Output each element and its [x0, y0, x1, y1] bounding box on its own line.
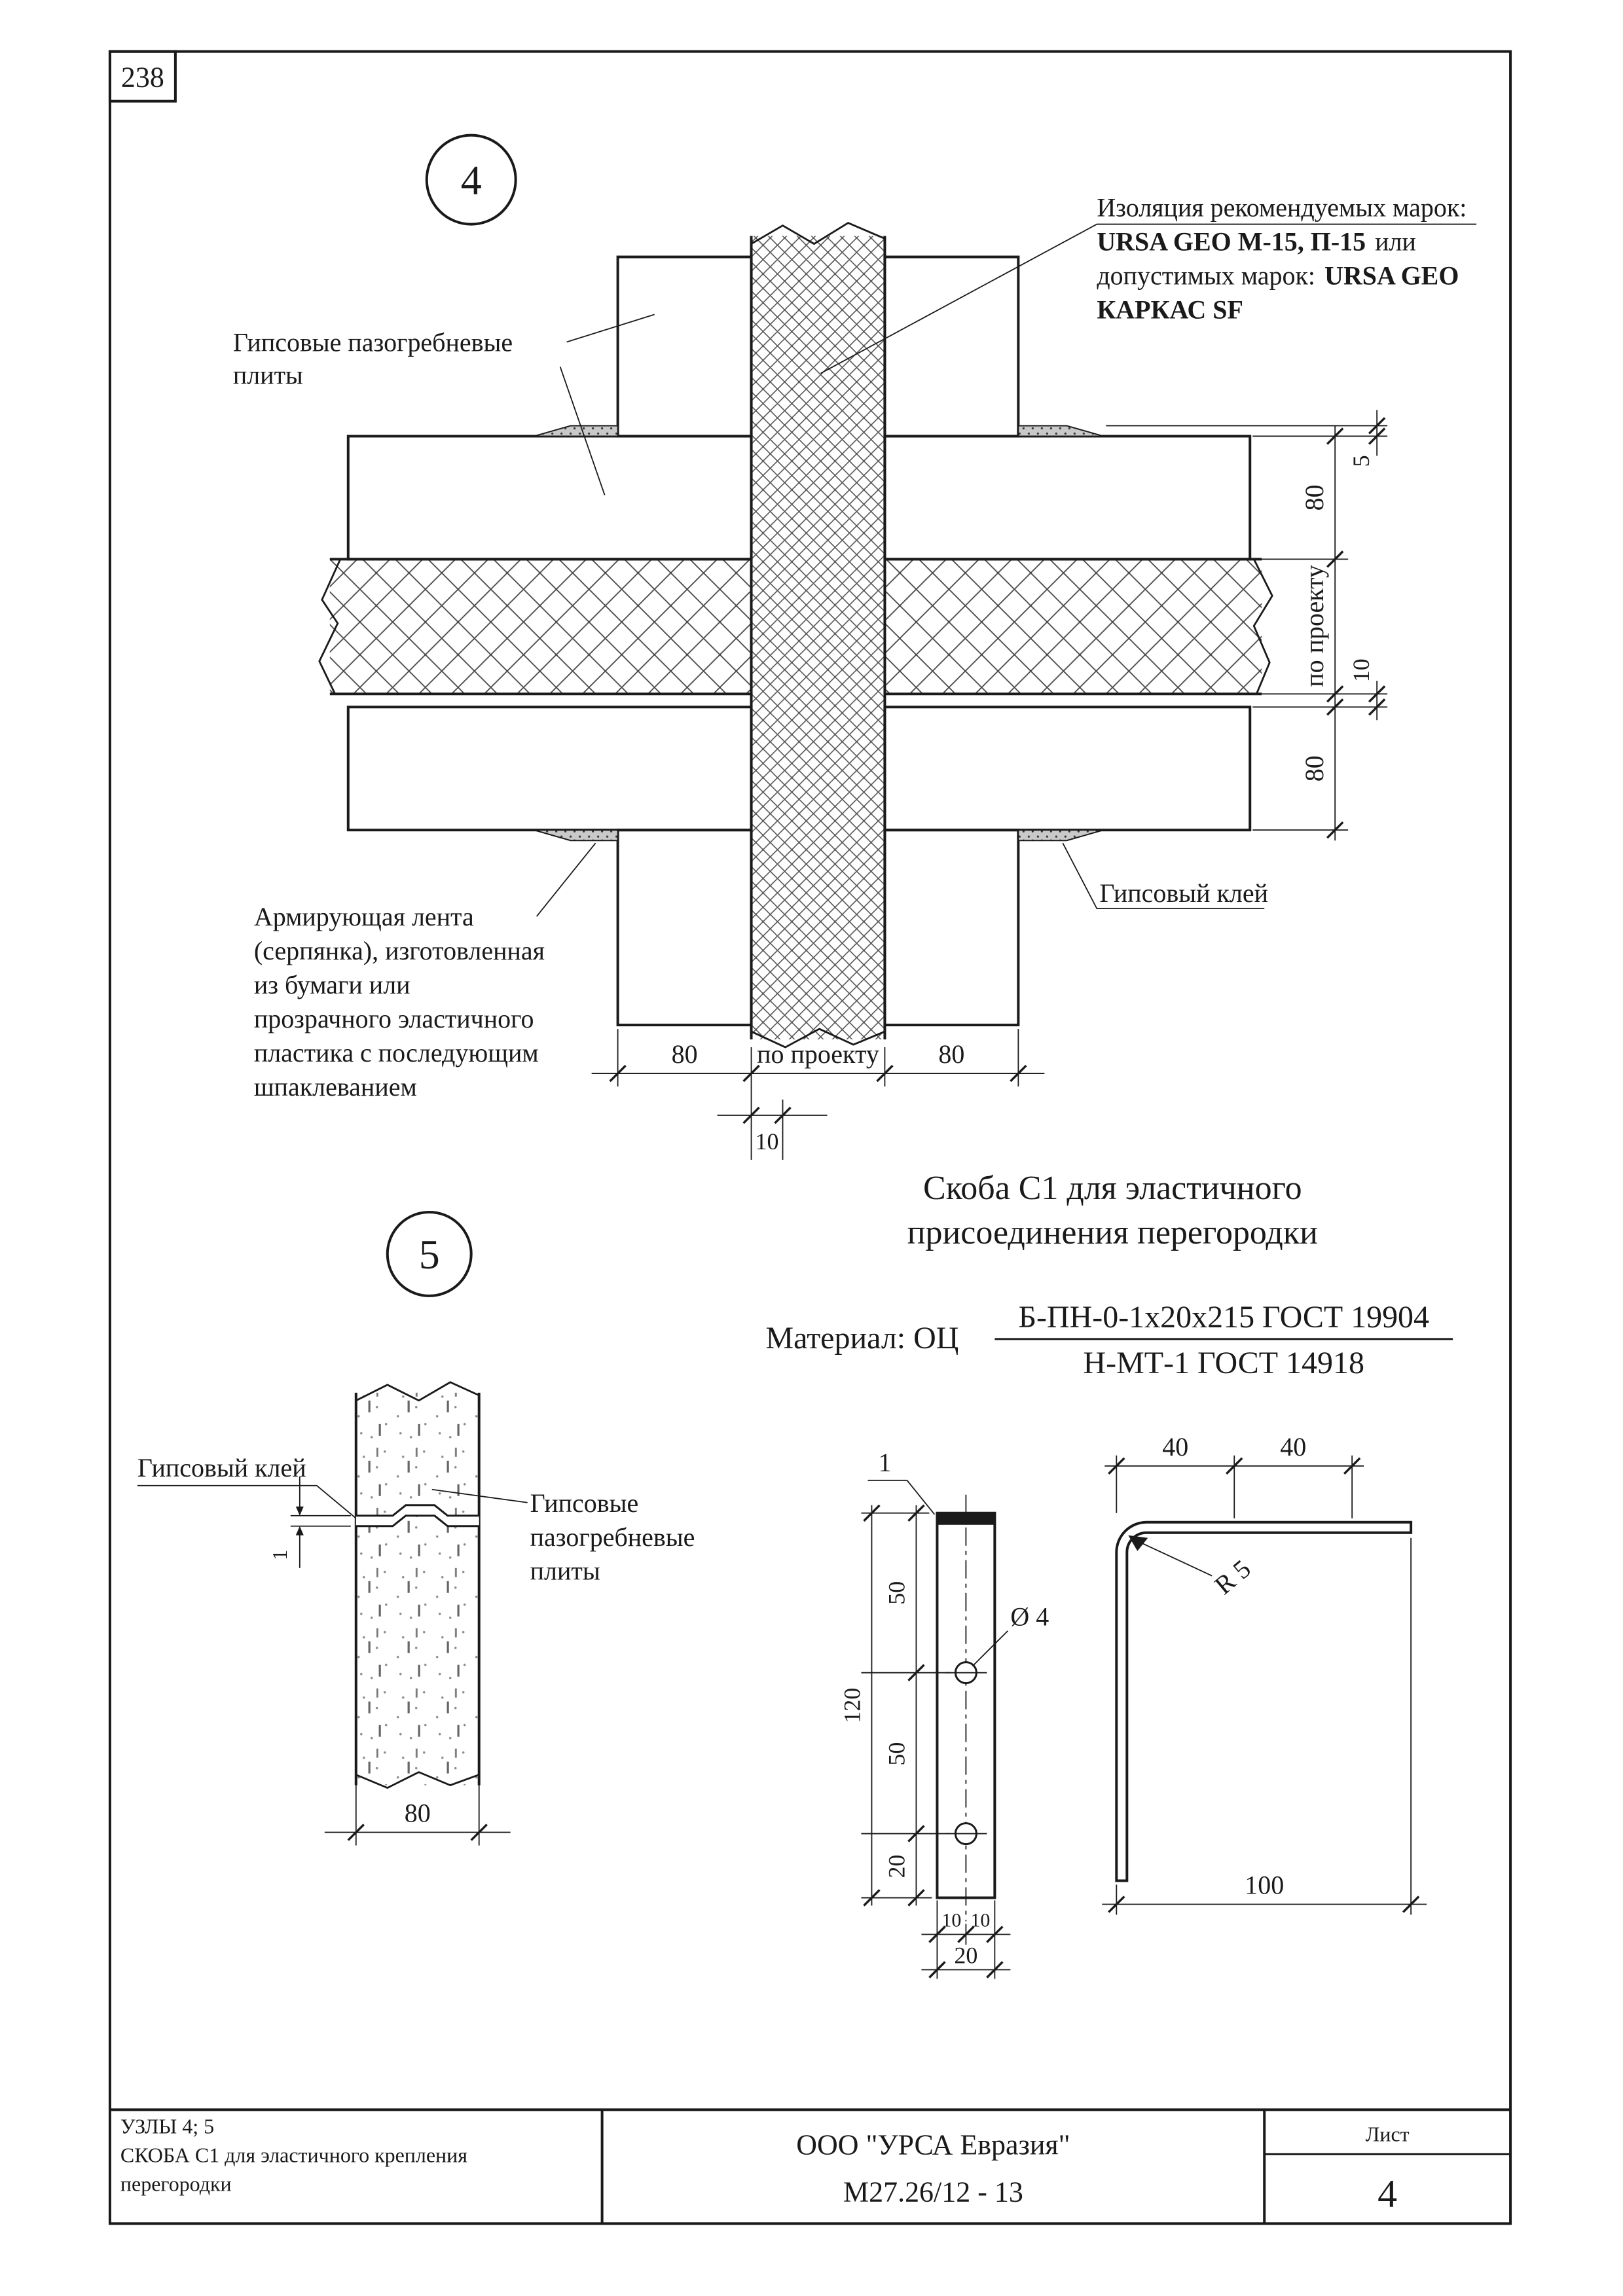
dim-120: 120 — [839, 1687, 866, 1723]
gypsum-label-d5-line3: плиты — [530, 1556, 600, 1586]
gypsum-board-lower-left — [618, 830, 752, 1025]
tape-label-line6: шпаклеванием — [253, 1072, 417, 1102]
dim-bottom-80-right: 80 — [938, 1039, 965, 1069]
detail-4-number: 4 — [460, 156, 482, 204]
dim-chain-bottom — [592, 1029, 1045, 1160]
insulation-note-bold2: URSA GEO — [1324, 260, 1459, 291]
gypsum-board-upper-left — [618, 257, 752, 437]
bracket-title-line2: присоединения перегородки — [907, 1213, 1318, 1251]
pos-leader — [867, 1480, 934, 1515]
tape-leader — [537, 843, 596, 916]
gypsum-board-top-left-run — [348, 436, 752, 559]
bracket-front-view — [839, 1448, 1049, 1979]
gypsum-label-d5-line1: Гипсовые — [530, 1488, 639, 1518]
material-spec-top: Б-ПН-0-1х20х215 ГОСТ 19904 — [1018, 1299, 1430, 1335]
dim-right-project: по проекту — [1300, 564, 1330, 687]
titleblock-line3: перегородки — [120, 2172, 232, 2196]
title-block — [110, 2109, 1510, 2223]
dim-wall-80 — [325, 1783, 511, 1846]
gypsum-board-lower-right — [884, 830, 1018, 1025]
dim-50-bottom: 50 — [883, 1742, 910, 1766]
glue-leader-d5 — [137, 1486, 356, 1518]
glue-label-d5: Гипсовый клей — [137, 1452, 306, 1482]
dim-20-width: 20 — [954, 1942, 978, 1969]
dim-chain-side-top — [1104, 1432, 1364, 1518]
gypsum-label-line2: плиты — [232, 360, 303, 390]
dim-right-80-top: 80 — [1300, 484, 1330, 511]
material-label: Материал: ОЦ — [765, 1320, 959, 1355]
insulation-note-line1: Изоляция рекомендуемых марок: — [1097, 192, 1467, 223]
dim-1: 1 — [268, 1549, 291, 1560]
insulation-note-rest2: допустимых марок: — [1097, 260, 1315, 291]
dim-bottom-80-left: 80 — [671, 1039, 698, 1069]
tape-label-line1: Армирующая лента — [253, 902, 474, 932]
radius-callout — [1128, 1535, 1256, 1600]
dim-10-left: 10 — [941, 1909, 962, 1931]
sheet-number: 4 — [1377, 2172, 1398, 2215]
tape-label-line4: прозрачного эластичного — [253, 1004, 534, 1034]
bracket-title — [766, 1170, 1453, 1380]
detail-5 — [137, 1212, 695, 1846]
insulation-note-line4: КАРКАС SF — [1097, 295, 1243, 325]
gypsum-board-upper-right — [884, 257, 1018, 437]
hole-dia-label: Ø 4 — [1010, 1602, 1049, 1632]
pos-number: 1 — [878, 1447, 892, 1477]
sheet-label: Лист — [1365, 2123, 1410, 2146]
dim-100: 100 — [1245, 1870, 1285, 1900]
gypsum-leader — [560, 315, 655, 495]
insulation-note-line3 — [1097, 261, 1459, 291]
dim-10-right: 10 — [970, 1909, 991, 1931]
detail-5-number: 5 — [418, 1230, 440, 1278]
gypsum-label-line1: Гипсовые пазогребневые — [232, 327, 513, 357]
dim-40-right: 40 — [1280, 1431, 1307, 1462]
dim-joint-1 — [268, 1477, 351, 1568]
detail-4 — [233, 135, 1476, 1160]
hole-dia-leader — [972, 1631, 1008, 1666]
tape-label-line3: из бумаги или — [253, 970, 410, 1000]
bracket-side-view — [1102, 1432, 1427, 1915]
dim-chain-side-bottom — [1102, 1538, 1427, 1915]
insulation-note-rest1: или — [1375, 226, 1416, 257]
tape-label-line2: (серпянка), изготовленная — [253, 936, 545, 966]
dim-20: 20 — [883, 1854, 910, 1878]
bracket-title-line1: Скоба С1 для эластичного — [923, 1169, 1302, 1207]
insulation-note-bold1: URSA GEO М-15, П-15 — [1097, 226, 1366, 257]
dim-right-5: 5 — [1348, 455, 1375, 467]
dim-right-80-bottom: 80 — [1300, 755, 1330, 782]
company-name: ООО "УРСА Евразия" — [796, 2128, 1070, 2161]
dim-bottom-project: по проекту — [757, 1039, 879, 1069]
tape-label-line5: пластика с последующим — [253, 1038, 539, 1068]
gypsum-board-top-right-run — [884, 436, 1250, 559]
document-code: М27.26/12 - 13 — [843, 2176, 1023, 2208]
radius-arrow — [1128, 1535, 1148, 1551]
horizontal-insulation-left — [330, 559, 752, 694]
dim-80: 80 — [404, 1798, 431, 1828]
glue-label: Гипсовый клей — [1099, 878, 1269, 908]
titleblock-line2: СКОБА С1 для эластичного крепления — [120, 2144, 467, 2167]
dim-50-top: 50 — [883, 1581, 910, 1605]
bracket-profile — [1116, 1522, 1411, 1881]
gypsum-board-bottom-right-run — [884, 707, 1250, 830]
insulation-note-line2 — [1097, 227, 1416, 257]
dim-r5: R 5 — [1209, 1553, 1256, 1600]
material-spec-bottom: Н-МТ-1 ГОСТ 14918 — [1083, 1345, 1364, 1380]
gypsum-label-d5-line2: пазогребневые — [530, 1522, 695, 1552]
titleblock-line1: УЗЛЫ 4; 5 — [120, 2115, 215, 2138]
dim-40-left: 40 — [1162, 1431, 1189, 1462]
page-number: 238 — [120, 61, 164, 94]
dim-right-10: 10 — [1348, 658, 1375, 683]
dim-bottom-10: 10 — [755, 1128, 779, 1155]
vertical-insulation-strip — [752, 236, 885, 1040]
dim-chain-bracket-left — [839, 1505, 950, 1906]
wall-section — [356, 1393, 479, 1785]
horizontal-insulation-right — [884, 559, 1262, 694]
gypsum-board-bottom-left-run — [348, 707, 752, 830]
